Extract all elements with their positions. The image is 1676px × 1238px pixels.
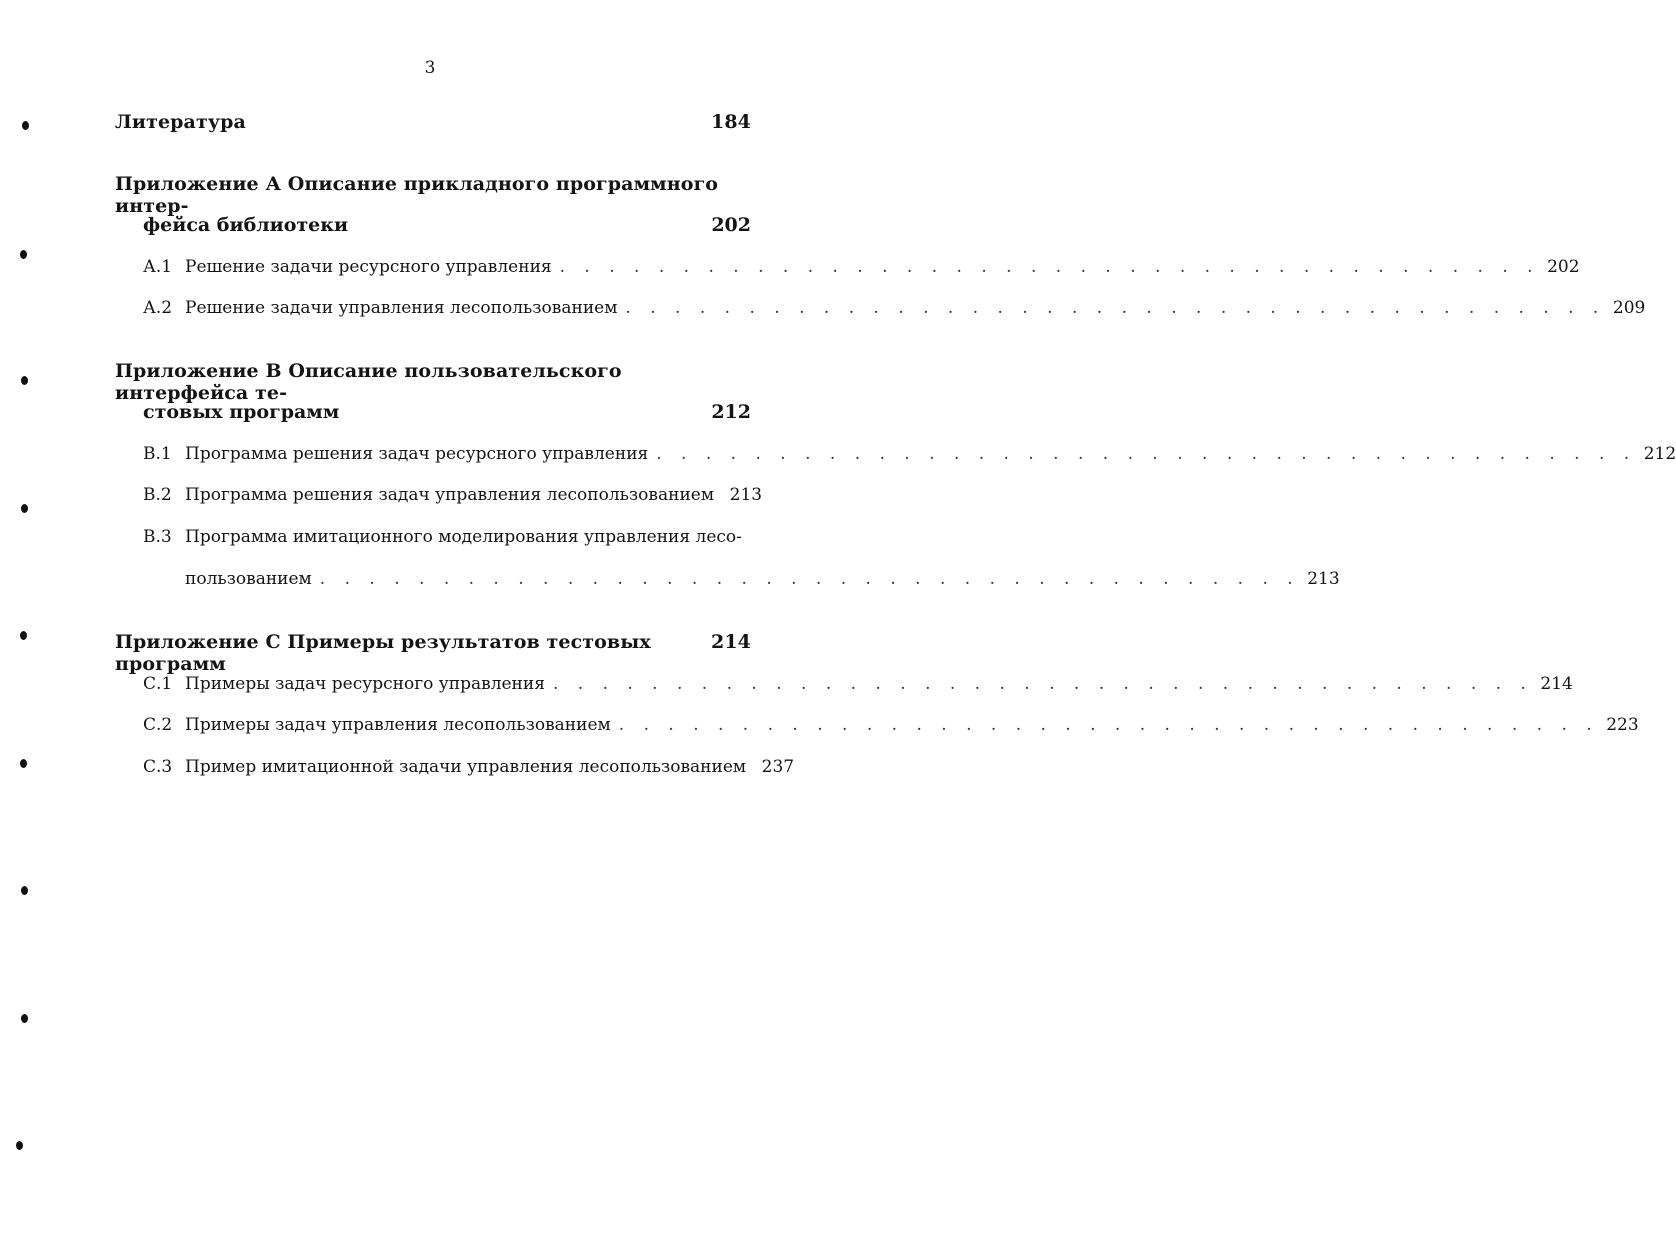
section-page: 223 — [1606, 715, 1639, 735]
section-page: 209 — [1612, 298, 1646, 318]
toc-section-b1[interactable] — [143, 444, 1676, 464]
appendix-page: 212 — [711, 401, 751, 423]
binding-hole-mark — [21, 886, 28, 895]
toc-section-a1[interactable] — [143, 257, 1580, 277]
toc-appendix-a-line1[interactable] — [115, 173, 751, 217]
toc-section-c2[interactable] — [143, 715, 1639, 735]
section-number: С.1 — [143, 674, 173, 694]
section-title: Примеры задач управления лесопользованием — [185, 715, 611, 735]
binding-hole-mark — [22, 121, 29, 130]
chapter-page: 184 — [711, 111, 751, 133]
page-number: 3 — [424, 58, 436, 78]
toc-appendix-b-line1[interactable] — [115, 360, 751, 404]
section-page: 237 — [761, 757, 795, 777]
binding-hole-mark — [21, 504, 28, 513]
section-title: Пример имитационной задачи управления лесопользованием — [185, 757, 747, 777]
section-title-cont: пользованием — [185, 569, 312, 589]
leader-dots: . . . . . . . . . . . . . . . . . . . . . . . . . . . . . . . . . . . . . . . . — [618, 715, 1599, 735]
section-number: В.3 — [143, 527, 172, 547]
toc-section-b3-cont[interactable] — [185, 569, 1340, 589]
leader-dots: . . . . . . . . . . . . . . . . . . . . . . . . . . . . . . . . . . . . . . . . — [319, 569, 1300, 589]
appendix-title-cont: фейса библиотеки — [143, 214, 349, 236]
toc-section-b2[interactable] — [143, 485, 763, 505]
toc-section-a2[interactable] — [143, 298, 1646, 318]
chapter-title: Литература — [115, 111, 246, 133]
appendix-title: Приложение А Описание прикладного программного интер- — [115, 173, 719, 217]
section-title: Программа решения задач управления лесопользованием — [185, 485, 715, 505]
appendix-page: 202 — [711, 214, 751, 236]
toc-appendix-b-line2[interactable] — [143, 401, 751, 423]
binding-hole-mark — [21, 1014, 28, 1023]
binding-hole-mark — [20, 759, 27, 768]
appendix-page: 214 — [711, 631, 751, 653]
binding-hole-mark — [20, 250, 27, 259]
appendix-title: Приложение В Описание пользовательского интерфейса те- — [115, 360, 622, 404]
binding-hole-mark — [16, 1141, 23, 1150]
section-page: 202 — [1547, 257, 1580, 277]
section-number: С.3 — [143, 757, 173, 777]
toc-section-b3[interactable] — [143, 527, 751, 547]
section-page: 212 — [1643, 444, 1676, 464]
leader-dots: . . . . . . . . . . . . . . . . . . . . . . . . . . . . . . . . . . . . . . . . — [625, 298, 1606, 318]
section-title: Решение задачи управления лесопользованием — [185, 298, 618, 318]
section-number: В.1 — [143, 444, 172, 464]
appendix-title: Приложение С Примеры результатов тестовых программ — [115, 631, 651, 675]
leader-dots: . . . . . . . . . . . . . . . . . . . . . . . . . . . . . . . . . . . . . . . . — [559, 257, 1540, 277]
appendix-title-cont: стовых программ — [143, 401, 340, 423]
toc-appendix-c[interactable] — [115, 631, 751, 675]
toc-section-c1[interactable] — [143, 674, 1573, 694]
section-page: 213 — [1307, 569, 1340, 589]
section-number: А.1 — [143, 257, 173, 277]
section-number: С.2 — [143, 715, 173, 735]
toc-appendix-a-line2[interactable] — [143, 214, 751, 236]
binding-hole-mark — [21, 376, 28, 385]
section-number: В.2 — [143, 485, 172, 505]
section-page: 214 — [1540, 674, 1573, 694]
binding-hole-mark — [20, 631, 27, 640]
section-title: Решение задачи ресурсного управления — [185, 257, 552, 277]
toc-chapter-literature[interactable] — [115, 111, 751, 133]
leader-dots: . . . . . . . . . . . . . . . . . . . . . . . . . . . . . . . . . . . . . . . . — [656, 444, 1637, 464]
leader-dots: . . . . . . . . . . . . . . . . . . . . . . . . . . . . . . . . . . . . . . . . — [552, 674, 1533, 694]
toc-section-c3[interactable] — [143, 757, 795, 777]
section-number: А.2 — [143, 298, 173, 318]
section-title: Программа решения задач ресурсного управления — [185, 444, 649, 464]
section-title: Программа имитационного моделирования управления лесо- — [185, 527, 742, 547]
section-title: Примеры задач ресурсного управления — [185, 674, 545, 694]
section-page: 213 — [729, 485, 763, 505]
